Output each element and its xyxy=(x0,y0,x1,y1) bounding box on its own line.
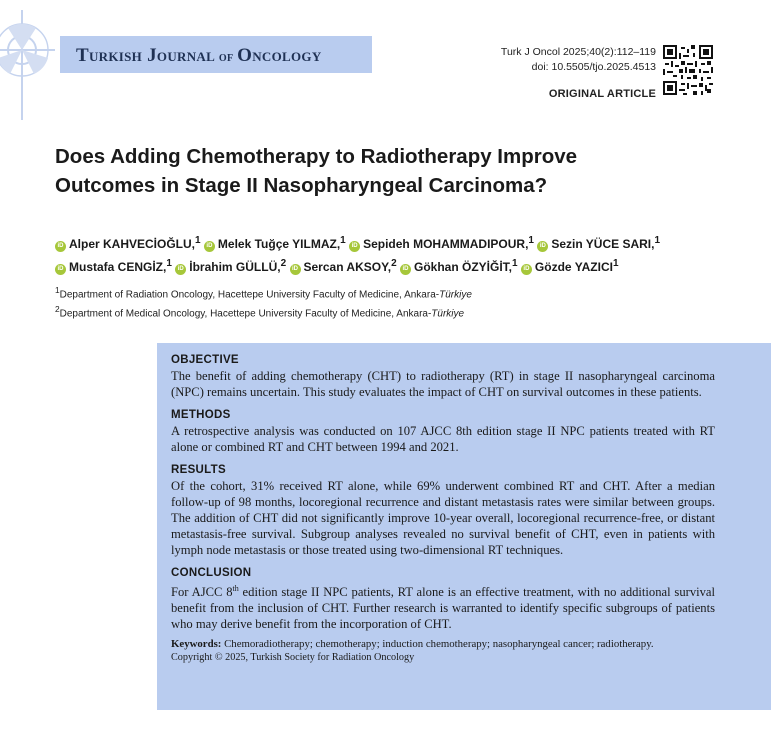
journal-title: Turkish Journal of Oncology xyxy=(76,45,322,66)
author-list xyxy=(55,231,735,277)
author[interactable]: iD Alper KAHVECİOĞLU,$^1$ xyxy=(55,237,201,251)
methods-heading: METHODS xyxy=(171,409,231,421)
orcid-icon[interactable]: iD xyxy=(349,241,360,252)
author[interactable]: iD Gözde YAZICI$^1$ xyxy=(521,260,619,274)
conclusion-heading: CONCLUSION xyxy=(171,567,252,579)
copyright: Copyright © 2025, Turkish Society for Radiation Oncology xyxy=(171,652,415,664)
qr-code-icon[interactable] xyxy=(663,45,713,95)
affiliation: $^1$Department of Radiation Oncology, Hacettepe University Faculty of Medicine, Ankara-Türkiye xyxy=(55,285,472,301)
methods-text: A retrospective analysis was conducted on 107 AJCC 8th edition stage II NPC patients treated with RT alone or combined RT and CHT between 1994 and 2021. xyxy=(171,424,715,454)
author[interactable]: iD İbrahim GÜLLÜ,$^2$ xyxy=(175,260,286,274)
orcid-icon[interactable]: iD xyxy=(537,241,548,252)
orcid-icon[interactable]: iD xyxy=(204,241,215,252)
doi-link[interactable]: doi: 10.5505/tjo.2025.4513 xyxy=(531,61,656,73)
author[interactable]: iD Sezin YÜCE SARI,$^1$ xyxy=(537,237,660,251)
affiliations xyxy=(55,283,472,322)
affiliation: $^2$Department of Medical Oncology, Hacettepe University Faculty of Medicine, Ankara-Türkiye xyxy=(55,304,465,320)
objective-heading: OBJECTIVE xyxy=(171,354,239,366)
objective-text: The benefit of adding chemotherapy (CHT) to radiotherapy (RT) in stage II nasopharyngeal carcinoma (NPC) remains uncertain. This study evaluates the impact of CHT on survival outcomes in these patients. xyxy=(171,369,715,399)
citation: Turk J Oncol 2025;40(2):112–119 xyxy=(500,46,656,58)
orcid-icon[interactable]: iD xyxy=(55,264,66,275)
orcid-icon[interactable]: iD xyxy=(55,241,66,252)
keywords: Keywords: Chemoradiotherapy; chemotherapy; induction chemotherapy; nasopharyngeal cancer; radiotherapy. xyxy=(171,638,654,651)
results-heading: RESULTS xyxy=(171,464,226,476)
orcid-icon[interactable]: iD xyxy=(521,264,532,275)
author[interactable]: iD Sepideh MOHAMMADIPOUR,$^1$ xyxy=(349,237,534,251)
orcid-icon[interactable]: iD xyxy=(290,264,301,275)
orcid-icon[interactable]: iD xyxy=(175,264,186,275)
author[interactable]: iD Sercan AKSOY,$^2$ xyxy=(290,260,397,274)
author[interactable]: iD Mustafa CENGİZ,$^1$ xyxy=(55,260,172,274)
abstract xyxy=(171,354,715,665)
citation-block xyxy=(501,45,656,75)
article-title: Does Adding Chemotherapy to Radiotherapy Improve Outcomes in Stage II Nasopharyngeal Carcinoma? xyxy=(55,145,578,197)
results-text: Of the cohort, 31% received RT alone, while 69% underwent combined RT and CHT. After a median follow-up of 98 months, locoregional recurrence and distant metastasis rates were similar between groups. The addition of CHT did not significantly improve 10-year overall, locoregional recurrence-free, or distant metastasis-free survival. Subgroup analyses revealed no survival benefit of CHT, even in patients with lymph node metastasis or those treated using two-dimensional RT techniques. xyxy=(171,479,715,557)
author[interactable]: iD Melek Tuğçe YILMAZ,$^1$ xyxy=(204,237,346,251)
conclusion-text: For AJCC 8th edition stage II NPC patients, RT alone is an effective treatment, with no additional survival benefit from the inclusion of CHT. Further research is warranted to identify specific subgroups of patients who may derive benefit from the incorporation of CHT. xyxy=(171,584,715,632)
orcid-icon[interactable]: iD xyxy=(400,264,411,275)
article-type: ORIGINAL ARTICLE xyxy=(548,88,656,100)
author[interactable]: iD Gökhan ÖZYİĞİT,$^1$ xyxy=(400,260,518,274)
